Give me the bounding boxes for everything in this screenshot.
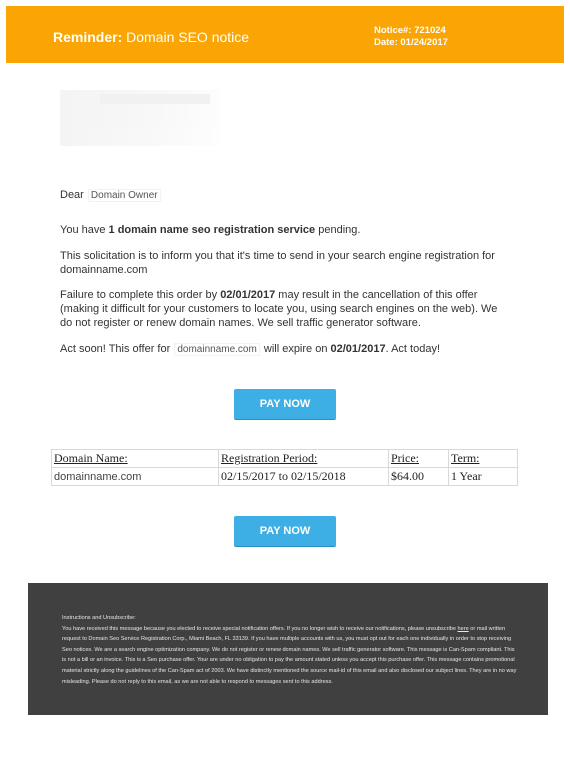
footer-text-before: You have received this message because you elected to receive special notification offers. If you no longer wish to receive our notifications, please unsubscribe	[62, 625, 458, 632]
banner-title	[53, 29, 249, 45]
failure-line	[60, 288, 510, 330]
act-soon-mid: will expire on	[260, 343, 331, 355]
pending-post: pending.	[315, 224, 361, 236]
pending-service: 1 domain name seo registration service	[108, 224, 316, 236]
pending-pre: You have	[60, 224, 109, 236]
greeting	[60, 188, 510, 203]
cell-registration-period: 02/15/2017 to 02/15/2018	[219, 468, 389, 486]
order-table-header	[52, 450, 518, 468]
company-logo	[60, 90, 220, 146]
banner-meta	[374, 25, 448, 49]
header-price: Price:	[389, 450, 449, 468]
cell-price: $64.00	[389, 468, 449, 486]
cell-term: 1 Year	[449, 468, 518, 486]
failure-date: 02/01/2017	[220, 289, 276, 301]
header-registration-period: Registration Period:	[219, 450, 389, 468]
footer-text-after: or mail written request to Domain Seo Service Registration Corp., Miami Beach, FL 33139. If you have multiple accounts with us, you must opt out for each one individually in order to stop receiving Seo notices. We are a search engine optimization company. We do not register or renew domain names. We sell traffic generator software. This message is Can-Spam compliant. This is not a bill or an invoice. This is a Seo purchase offer. Your are under no obligation to pay the amount stated unless you accept this purchase offer. This message contains promotional material strictly along the guidelines of the Can-Spam act of 2003. We have distinctly mentioned the source mail-id of this email and also disclosed our subject lines. They are in no way misleading. Please do not reply to this email, as we are not able to respond to messages sent to this address.	[62, 625, 517, 685]
pay-now-button-top[interactable]: PAY NOW	[234, 389, 336, 420]
recipient-name: Domain Owner	[88, 189, 161, 202]
act-soon-domain: domainname.com	[174, 343, 259, 356]
header-term: Term:	[449, 450, 518, 468]
banner-title-text: Domain SEO notice	[126, 29, 250, 45]
footer-text	[62, 613, 520, 687]
pending-line	[60, 223, 510, 237]
order-table	[51, 449, 518, 486]
failure-post: may result in the cancellation of this offer (making it difficult for your customers to locate you, using search engines on the web). We do not register or renew domain names. We sell traffic generator software.	[60, 289, 498, 329]
act-soon-pre: Act soon! This offer for	[60, 343, 174, 355]
act-soon-line	[60, 342, 510, 357]
unsubscribe-link[interactable]: here	[457, 625, 469, 632]
reminder-banner	[6, 6, 564, 63]
solicitation-line	[60, 249, 510, 277]
notice-date: Date: 01/24/2017	[374, 37, 448, 48]
footer-body	[62, 624, 520, 688]
letter-body	[60, 188, 510, 357]
act-soon-date: 02/01/2017	[330, 343, 386, 355]
header-domain-name: Domain Name:	[52, 450, 219, 468]
notice-number: Notice#: 721024	[374, 25, 446, 36]
act-soon-post: . Act today!	[385, 343, 440, 355]
unsubscribe-footer	[28, 583, 548, 715]
failure-pre: Failure to complete this order by	[60, 289, 221, 301]
solicitation-domain: domainname.com	[60, 264, 148, 276]
solicitation-text: This solicitation is to inform you that it's time to send in your search engine registration for	[60, 250, 495, 262]
pay-now-button-bottom[interactable]: PAY NOW	[234, 516, 336, 547]
greeting-dear: Dear	[60, 189, 84, 201]
footer-heading: Instructions and Unsubscribe:	[62, 615, 136, 621]
banner-title-bold: Reminder:	[53, 29, 123, 45]
cell-domain-name: domainname.com	[52, 468, 219, 486]
table-row	[52, 468, 518, 486]
